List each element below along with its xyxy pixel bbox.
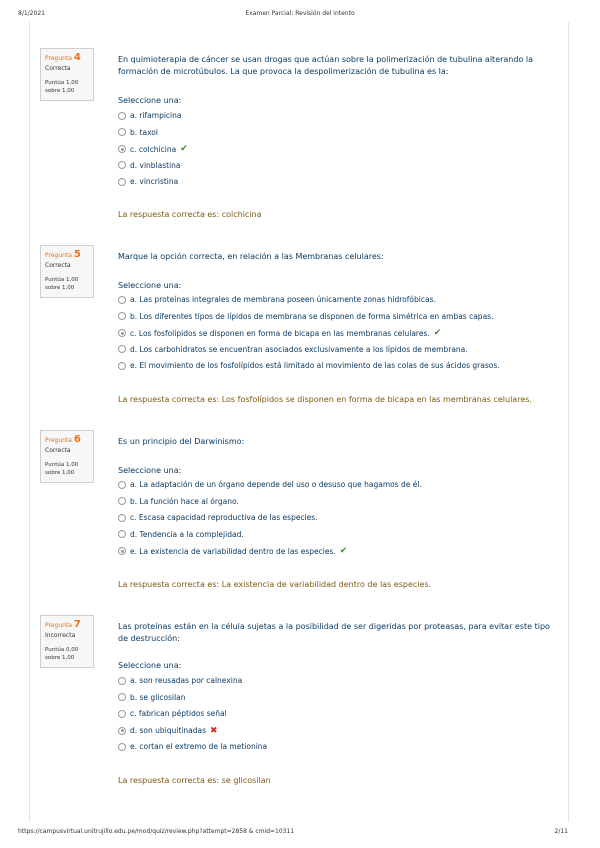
radio-selected-icon[interactable] xyxy=(118,145,126,153)
radio-icon[interactable] xyxy=(118,497,126,505)
answer-option[interactable]: b. Los diferentes tipos de lípidos de membrana se disponen de forma simétrica en ambas capas. xyxy=(118,312,493,321)
answer-option[interactable]: e. vincristina xyxy=(118,177,178,186)
question-info-box xyxy=(40,615,94,668)
answer-option[interactable]: c. fabrican péptidos señal xyxy=(118,709,227,718)
radio-icon[interactable] xyxy=(118,362,126,370)
answer-option[interactable]: b. se glicosilan xyxy=(118,693,186,702)
page-title: Examen Parcial: Revisión del intento xyxy=(245,10,355,17)
question-state: Correcta xyxy=(45,262,71,269)
page-url: https://campusvirtual.unitrujillo.edu.pe/mod/quiz/review.php?attempt=2858 & cmid=10311 xyxy=(18,828,295,835)
question-state: Correcta xyxy=(45,447,71,454)
radio-selected-icon[interactable] xyxy=(118,547,126,555)
question-content xyxy=(118,54,553,219)
question-number: Pregunta 4 xyxy=(45,52,81,63)
radio-icon[interactable] xyxy=(118,178,126,186)
answer-prompt: Seleccione una: xyxy=(118,661,182,670)
question-content xyxy=(118,436,553,589)
answer-option[interactable]: a. son reusadas por calnexina xyxy=(118,676,242,685)
answer-option[interactable]: e. cortan el extremo de la metionina xyxy=(118,742,267,751)
question-text: Las proteínas están en la célula sujetas a la posibilidad de ser digeridas por proteasas, para evitar este tipo de destrucción: xyxy=(118,622,550,643)
answer-option[interactable]: e. El movimiento de los fosfolípidos está limitado al movimiento de las colas de sus ácidos grasos. xyxy=(118,361,500,370)
answer-option[interactable]: c. Los fosfolípidos se disponen en forma de bicapa en las membranas celulares. ✔ xyxy=(118,328,441,338)
answer-prompt: Seleccione una: xyxy=(118,466,182,475)
question-info-box xyxy=(40,430,94,483)
page-number: 2/11 xyxy=(554,828,568,835)
answer-option[interactable]: b. La función hace al órgano. xyxy=(118,497,239,506)
radio-icon[interactable] xyxy=(118,112,126,120)
question-state: Correcta xyxy=(45,65,71,72)
answer-option[interactable]: a. Las proteínas integrales de membrana poseen únicamente zonas hidrofóbicas. xyxy=(118,295,436,304)
radio-icon[interactable] xyxy=(118,514,126,522)
radio-icon[interactable] xyxy=(118,530,126,538)
question-text: Es un principio del Darwinismo: xyxy=(118,437,245,446)
question-grade: Puntúa 1,00 sobre 1,00 xyxy=(45,462,79,476)
page-border-right xyxy=(568,22,569,822)
question-number: Pregunta 7 xyxy=(45,619,81,630)
question-text: En quimioterapia de cáncer se usan drogas que actúan sobre la polimerización de tubulina alterando la formación de microtúbulos. La que provoca la despolimerización de tubulina es la: xyxy=(118,55,534,76)
answer-option[interactable]: e. La existencia de variabilidad dentro de las especies. ✔ xyxy=(118,546,347,556)
answer-option[interactable]: c. Escasa capacidad reproductiva de las especies. xyxy=(118,513,318,522)
correct-answer-feedback: La respuesta correcta es: Los fosfolípidos se disponen en forma de bicapa en las membranas celulares. xyxy=(118,395,532,404)
check-icon: ✔ xyxy=(339,546,348,556)
correct-answer-feedback: La respuesta correcta es: se glicosilan xyxy=(118,776,271,785)
question-grade: Puntúa 1,00 sobre 1,00 xyxy=(45,80,79,94)
question-content xyxy=(118,621,553,785)
print-date: 8/1/2021 xyxy=(18,10,45,17)
correct-answer-feedback: La respuesta correcta es: La existencia de variabilidad dentro de las especies. xyxy=(118,580,432,589)
answer-option[interactable]: d. Los carbohidratos se encuentran asociados exclusivamente a los lípidos de membrana. xyxy=(118,345,468,354)
question-info-box xyxy=(40,245,94,298)
answer-option[interactable]: b. taxol xyxy=(118,128,158,137)
radio-icon[interactable] xyxy=(118,743,126,751)
answer-prompt: Seleccione una: xyxy=(118,281,182,290)
answer-option[interactable]: c. colchicina ✔ xyxy=(118,144,188,154)
answer-option[interactable]: d. Tendencia a la complejidad. xyxy=(118,530,244,539)
page-border-left xyxy=(29,22,30,822)
radio-icon[interactable] xyxy=(118,677,126,685)
radio-icon[interactable] xyxy=(118,296,126,304)
radio-icon[interactable] xyxy=(118,693,126,701)
radio-icon[interactable] xyxy=(118,128,126,136)
question-number: Pregunta 6 xyxy=(45,434,81,445)
radio-icon[interactable] xyxy=(118,710,126,718)
question-grade: Puntúa 1,00 sobre 1,00 xyxy=(45,277,79,291)
answer-option[interactable]: a. rifampicina xyxy=(118,111,181,120)
radio-selected-icon[interactable] xyxy=(118,329,126,337)
radio-icon[interactable] xyxy=(118,345,126,353)
question-grade: Puntúa 0,00 sobre 1,00 xyxy=(45,647,79,661)
check-icon: ✔ xyxy=(433,328,442,338)
question-number: Pregunta 5 xyxy=(45,249,81,260)
question-info-box xyxy=(40,48,94,101)
answer-option[interactable]: d. vinblastina xyxy=(118,161,181,170)
check-icon: ✔ xyxy=(180,144,188,154)
radio-selected-icon[interactable] xyxy=(118,727,126,735)
question-state: Incorrecta xyxy=(45,632,76,639)
question-text: Marque la opción correcta, en relación a las Membranas celulares: xyxy=(118,252,384,261)
answer-option[interactable]: d. son ubiquitinadas ✖ xyxy=(118,726,218,736)
cross-icon: ✖ xyxy=(210,725,218,736)
answer-option[interactable]: a. La adaptación de un órgano depende del uso o desuso que hagamos de él. xyxy=(118,480,422,489)
question-content xyxy=(118,251,553,404)
radio-icon[interactable] xyxy=(118,161,126,169)
radio-icon[interactable] xyxy=(118,481,126,489)
radio-icon[interactable] xyxy=(118,312,126,320)
answer-prompt: Seleccione una: xyxy=(118,96,182,105)
correct-answer-feedback: La respuesta correcta es: colchicina xyxy=(118,210,262,219)
